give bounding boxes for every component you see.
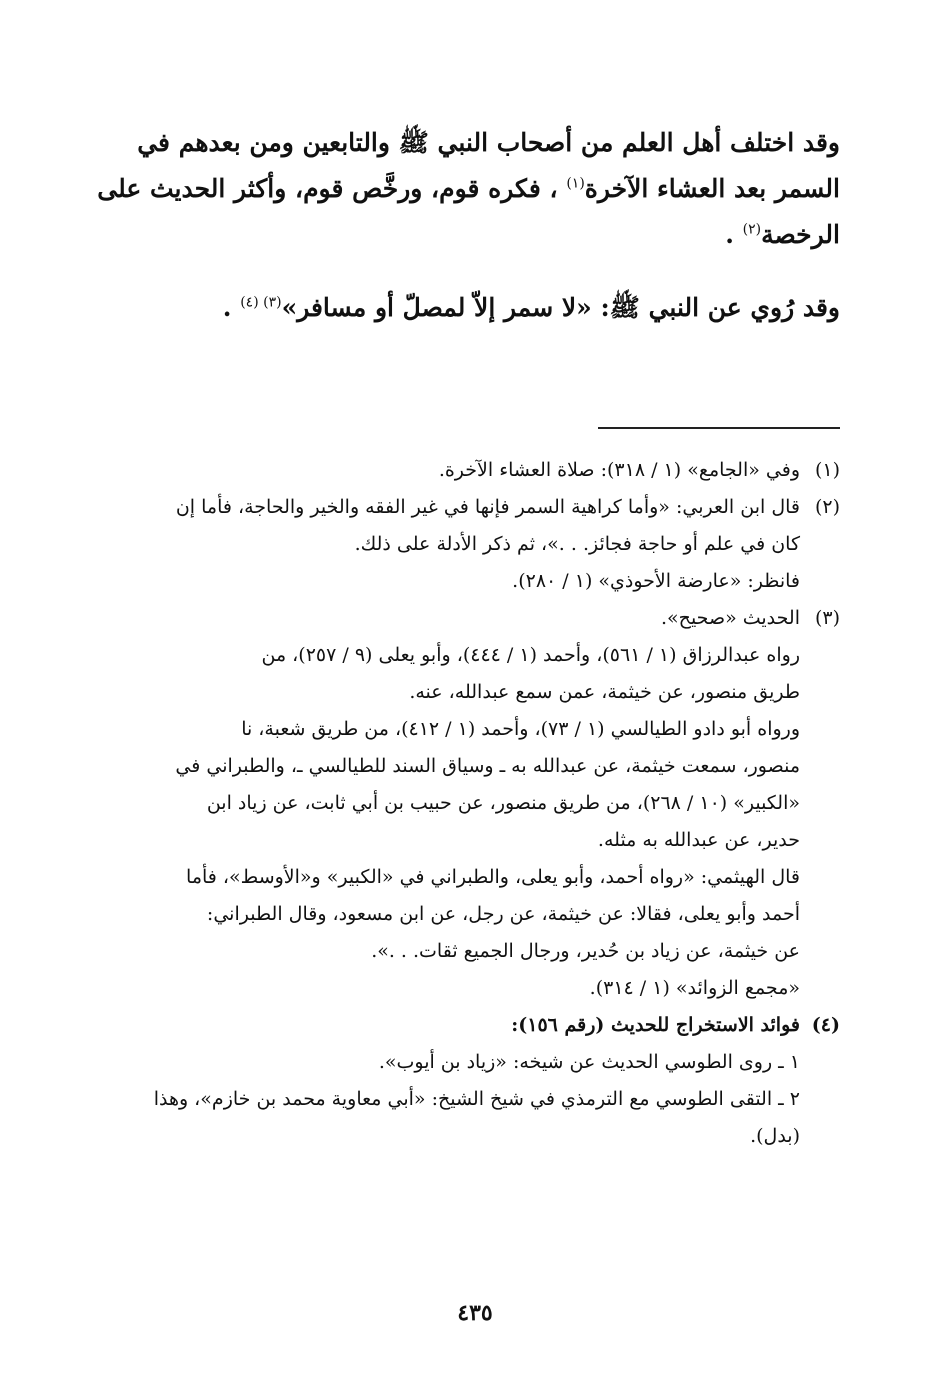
footnote-line: فانظر: «عارضة الأحوذي» (١ / ٢٨٠). <box>512 570 800 592</box>
footnote-title: فوائد الاستخراج للحديث (رقم ١٥٦): <box>511 1014 800 1036</box>
footnote-body <box>110 1007 800 1155</box>
footnote-4 <box>110 1007 840 1155</box>
main-line: وقد اختلف أهل العلم من أصحاب النبي ﷺ والتابعين ومن بعدهم في <box>137 128 840 157</box>
footnote-ref[interactable]: (٣) (٤) <box>240 294 282 311</box>
footnote-line: الحديث «صحيح». <box>661 607 800 629</box>
footnote-2 <box>110 489 840 600</box>
footnote-line: أحمد وأبو يعلى، فقالا: عن خيثمة، عن رجل، عن ابن مسعود، وقال الطبراني: <box>206 903 800 925</box>
footnote-ref[interactable]: (٢) <box>742 221 762 238</box>
footnote-number: (١) <box>814 459 840 481</box>
footnote-line: «الكبير» (١٠ / ٢٦٨)، من طريق منصور، عن حبيب بن أبي ثابت، عن زياد ابن <box>206 792 800 814</box>
main-paragraph-1 <box>97 120 840 258</box>
footnote-line: منصور، سمعت خيثمة، عن عبدالله به ـ وسياق السند للطيالسي ـ، والطبراني في <box>175 755 800 777</box>
footnote-3 <box>110 600 840 1007</box>
footnote-line: رواه عبدالرزاق (١ / ٥٦١)، وأحمد (١ / ٤٤٤)، وأبو يعلى (٩ / ٢٥٧)، من <box>261 644 800 666</box>
page-number: ٤٣٥ <box>457 1300 493 1326</box>
main-line-part: الرخصة <box>761 220 840 249</box>
footnote-line: «مجمع الزوائد» (١ / ٣١٤). <box>589 977 800 999</box>
footnote-number: (٣) <box>814 607 840 629</box>
main-line <box>110 285 840 331</box>
footnote-line: عن خيثمة، عن زياد بن حُدير، ورجال الجميع ثقات. . .». <box>371 940 800 962</box>
footnote-line: كان في علم أو حاجة فجائز. . .»، ثم ذكر الأدلة على ذلك. <box>354 533 800 555</box>
footnote-number: (٢) <box>814 496 840 518</box>
footnote-line: طريق منصور، عن خيثمة، عمن سمع عبدالله، عنه. <box>409 681 800 703</box>
footnote-line: ورواه أبو دادو الطيالسي (١ / ٧٣)، وأحمد (١ / ٤١٢)، من طريق شعبة، نا <box>241 718 800 740</box>
main-line-part: وقد رُوي عن النبي ﷺ: «لا سمر إلاّ لمصلّ أو مسافر» <box>281 293 840 322</box>
footnote-number: (٤) <box>811 1014 840 1036</box>
main-line-part: . <box>725 220 743 249</box>
footnote-separator <box>598 427 840 429</box>
footnote-line: وفي «الجامع» (١ / ٣١٨): صلاة العشاء الآخرة. <box>438 459 800 481</box>
main-line-part: . <box>222 293 241 322</box>
footnote-body <box>110 452 800 489</box>
main-line-part: ، فكره قوم، ورخَّص قوم، وأكثر الحديث على <box>97 174 558 203</box>
footnote-line: حدير، عن عبدالله به مثله. <box>597 829 800 851</box>
footnote-body <box>110 600 800 1007</box>
main-paragraph-2 <box>110 285 840 331</box>
main-line <box>110 212 840 258</box>
footnote-ref[interactable]: (١) <box>566 175 585 192</box>
footnote-line: (بدل). <box>750 1125 800 1147</box>
footnote-body <box>110 489 800 600</box>
footnote-1 <box>110 452 840 489</box>
footnote-line: ٢ ـ التقى الطوسي مع الترمذي في شيخ الشيخ: «أبي معاوية محمد بن خازم»، وهذا <box>153 1088 800 1110</box>
footnote-line: قال الهيثمي: «رواه أحمد، وأبو يعلى، والطبراني في «الكبير» و«الأوسط»، فأما <box>186 866 800 888</box>
footnote-line: ١ ـ روى الطوسي الحديث عن شيخه: «زياد بن أيوب». <box>378 1051 800 1073</box>
footnotes-section <box>110 452 840 1155</box>
footnote-line: قال ابن العربي: «وأما كراهية السمر فإنها في غير الفقه والخير والحاجة، فأما إن <box>175 496 800 518</box>
main-line-part: السمر بعد العشاء الآخرة <box>584 174 840 203</box>
main-line <box>97 166 840 212</box>
